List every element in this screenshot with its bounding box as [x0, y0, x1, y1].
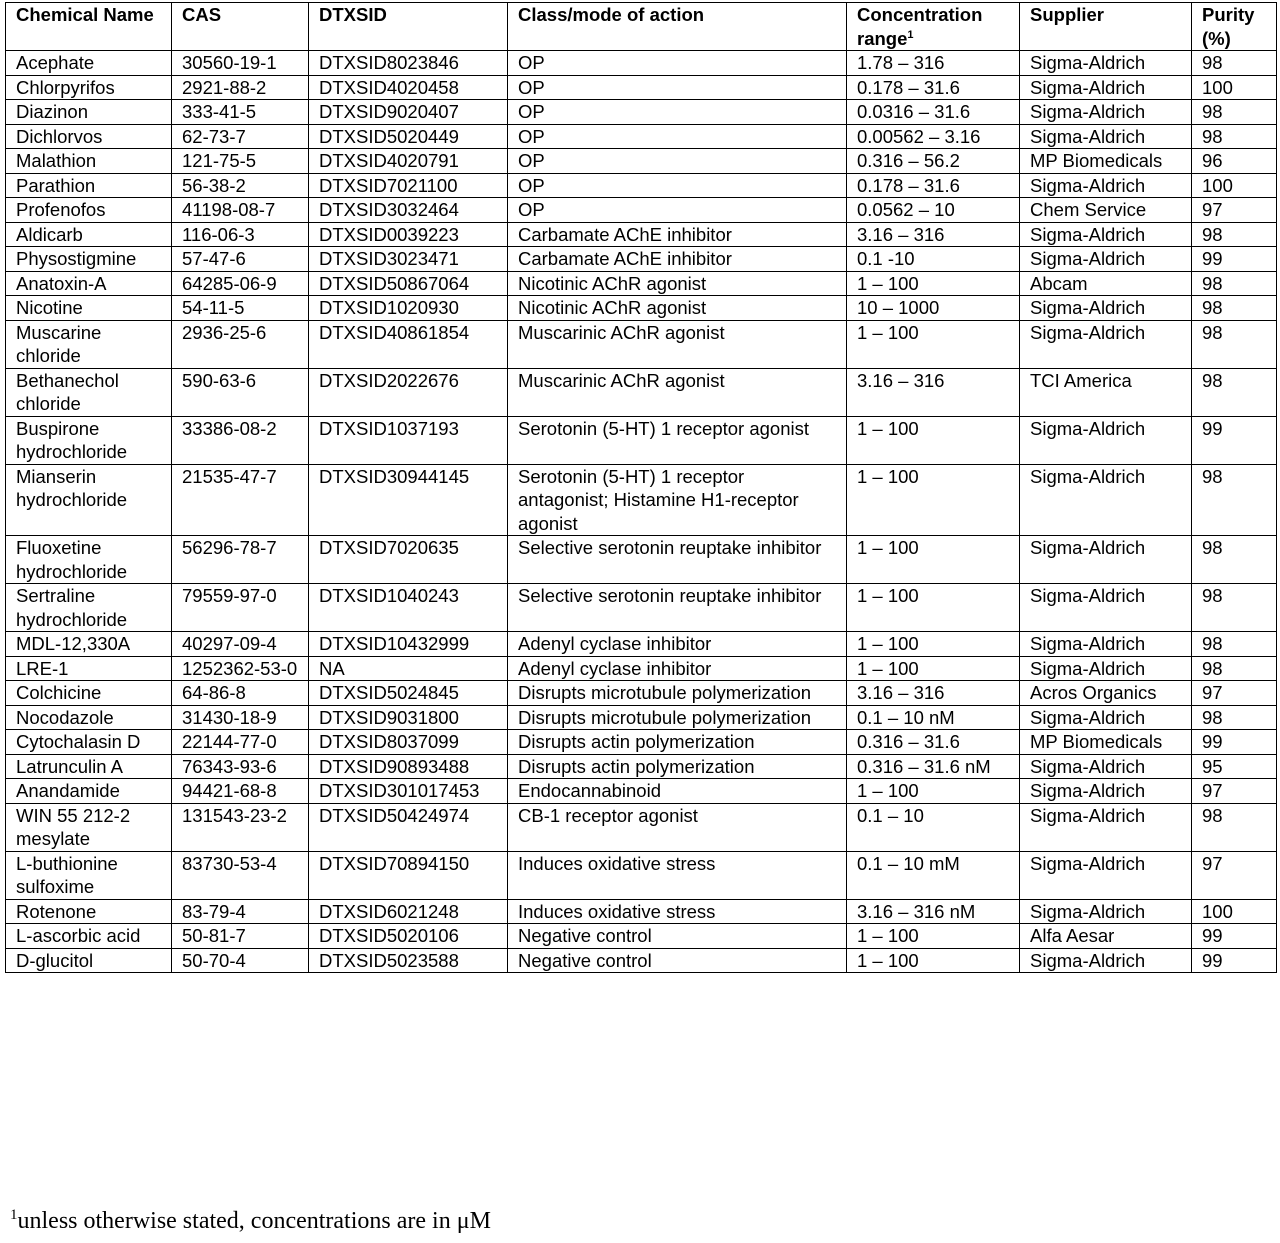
header-chemical-name: Chemical Name [6, 3, 172, 51]
cell-concentration: 1 – 100 [847, 536, 1020, 584]
cell-purity: 95 [1192, 754, 1277, 779]
table-row [6, 368, 1277, 416]
cell-cas: 57-47-6 [172, 247, 309, 272]
cell-chemical-name: MDL-12,330A [6, 632, 172, 657]
cell-dtxsid: DTXSID4020791 [309, 149, 508, 174]
cell-cas: 30560-19-1 [172, 51, 309, 76]
cell-supplier: Sigma-Aldrich [1020, 320, 1192, 368]
cell-chemical-name: Nocodazole [6, 705, 172, 730]
table-row [6, 149, 1277, 174]
cell-concentration: 1 – 100 [847, 464, 1020, 536]
cell-concentration: 0.1 -10 [847, 247, 1020, 272]
cell-class-mode: Selective serotonin reuptake inhibitor [508, 584, 847, 632]
cell-supplier: Alfa Aesar [1020, 924, 1192, 949]
cell-chemical-name: Fluoxetine hydrochloride [6, 536, 172, 584]
cell-dtxsid: DTXSID1037193 [309, 416, 508, 464]
cell-chemical-name: Diazinon [6, 100, 172, 125]
cell-dtxsid: DTXSID8023846 [309, 51, 508, 76]
cell-chemical-name: Acephate [6, 51, 172, 76]
cell-dtxsid: DTXSID9020407 [309, 100, 508, 125]
cell-class-mode: Muscarinic AChR agonist [508, 368, 847, 416]
cell-chemical-name: Sertraline hydrochloride [6, 584, 172, 632]
table-row [6, 271, 1277, 296]
cell-concentration: 0.316 – 56.2 [847, 149, 1020, 174]
cell-concentration: 3.16 – 316 [847, 222, 1020, 247]
table-row [6, 247, 1277, 272]
table-row [6, 536, 1277, 584]
cell-dtxsid: DTXSID70894150 [309, 851, 508, 899]
cell-chemical-name: Muscarine chloride [6, 320, 172, 368]
cell-dtxsid: DTXSID50867064 [309, 271, 508, 296]
cell-purity: 97 [1192, 198, 1277, 223]
cell-class-mode: OP [508, 100, 847, 125]
cell-chemical-name: Buspirone hydrochloride [6, 416, 172, 464]
cell-purity: 97 [1192, 851, 1277, 899]
cell-cas: 94421-68-8 [172, 779, 309, 804]
cell-concentration: 0.00562 – 3.16 [847, 124, 1020, 149]
cell-dtxsid: DTXSID5024845 [309, 681, 508, 706]
cell-purity: 98 [1192, 296, 1277, 321]
cell-supplier: Sigma-Aldrich [1020, 173, 1192, 198]
cell-cas: 83730-53-4 [172, 851, 309, 899]
header-concentration-label: Concentration range [857, 4, 983, 49]
cell-class-mode: Disrupts actin polymerization [508, 754, 847, 779]
cell-cas: 50-81-7 [172, 924, 309, 949]
cell-chemical-name: WIN 55 212-2 mesylate [6, 803, 172, 851]
cell-chemical-name: L-buthionine sulfoxime [6, 851, 172, 899]
table-row [6, 754, 1277, 779]
cell-concentration: 1 – 100 [847, 320, 1020, 368]
cell-concentration: 0.178 – 31.6 [847, 173, 1020, 198]
cell-purity: 98 [1192, 100, 1277, 125]
cell-purity: 99 [1192, 247, 1277, 272]
cell-supplier: MP Biomedicals [1020, 149, 1192, 174]
cell-class-mode: Negative control [508, 948, 847, 973]
cell-dtxsid: DTXSID1040243 [309, 584, 508, 632]
cell-supplier: Sigma-Aldrich [1020, 51, 1192, 76]
cell-chemical-name: Chlorpyrifos [6, 75, 172, 100]
cell-concentration: 1 – 100 [847, 271, 1020, 296]
cell-purity: 100 [1192, 899, 1277, 924]
table-row [6, 681, 1277, 706]
cell-chemical-name: Nicotine [6, 296, 172, 321]
cell-purity: 98 [1192, 536, 1277, 584]
cell-cas: 33386-08-2 [172, 416, 309, 464]
cell-purity: 98 [1192, 464, 1277, 536]
footnote [10, 1206, 491, 1236]
cell-cas: 131543-23-2 [172, 803, 309, 851]
table-row [6, 464, 1277, 536]
cell-supplier: Chem Service [1020, 198, 1192, 223]
cell-concentration: 3.16 – 316 [847, 681, 1020, 706]
cell-cas: 56296-78-7 [172, 536, 309, 584]
cell-purity: 97 [1192, 779, 1277, 804]
cell-class-mode: Carbamate AChE inhibitor [508, 222, 847, 247]
cell-purity: 98 [1192, 705, 1277, 730]
cell-cas: 83-79-4 [172, 899, 309, 924]
cell-class-mode: Disrupts microtubule polymerization [508, 681, 847, 706]
cell-supplier: Sigma-Aldrich [1020, 222, 1192, 247]
table-row [6, 899, 1277, 924]
cell-dtxsid: DTXSID2022676 [309, 368, 508, 416]
cell-cas: 2921-88-2 [172, 75, 309, 100]
cell-class-mode: Adenyl cyclase inhibitor [508, 656, 847, 681]
cell-dtxsid: DTXSID1020930 [309, 296, 508, 321]
cell-chemical-name: Aldicarb [6, 222, 172, 247]
cell-purity: 98 [1192, 632, 1277, 657]
table-row [6, 222, 1277, 247]
cell-cas: 54-11-5 [172, 296, 309, 321]
cell-class-mode: Carbamate AChE inhibitor [508, 247, 847, 272]
cell-purity: 99 [1192, 730, 1277, 755]
table-header [6, 3, 1277, 51]
cell-class-mode: Muscarinic AChR agonist [508, 320, 847, 368]
table-body [6, 51, 1277, 973]
cell-purity: 98 [1192, 368, 1277, 416]
cell-concentration: 0.316 – 31.6 [847, 730, 1020, 755]
cell-supplier: TCI America [1020, 368, 1192, 416]
cell-dtxsid: DTXSID4020458 [309, 75, 508, 100]
cell-cas: 79559-97-0 [172, 584, 309, 632]
cell-dtxsid: DTXSID90893488 [309, 754, 508, 779]
cell-supplier: Sigma-Aldrich [1020, 899, 1192, 924]
header-row [6, 3, 1277, 51]
cell-dtxsid: DTXSID5020449 [309, 124, 508, 149]
cell-cas: 76343-93-6 [172, 754, 309, 779]
cell-cas: 333-41-5 [172, 100, 309, 125]
cell-cas: 22144-77-0 [172, 730, 309, 755]
cell-dtxsid: NA [309, 656, 508, 681]
cell-supplier: Sigma-Aldrich [1020, 75, 1192, 100]
cell-chemical-name: Bethanechol chloride [6, 368, 172, 416]
table-row [6, 124, 1277, 149]
cell-cas: 21535-47-7 [172, 464, 309, 536]
cell-dtxsid: DTXSID0039223 [309, 222, 508, 247]
cell-dtxsid: DTXSID301017453 [309, 779, 508, 804]
cell-class-mode: Serotonin (5-HT) 1 receptor agonist [508, 416, 847, 464]
cell-chemical-name: Parathion [6, 173, 172, 198]
cell-purity: 98 [1192, 584, 1277, 632]
cell-concentration: 10 – 1000 [847, 296, 1020, 321]
table-row [6, 730, 1277, 755]
cell-supplier: Sigma-Aldrich [1020, 416, 1192, 464]
cell-dtxsid: DTXSID9031800 [309, 705, 508, 730]
table-row [6, 584, 1277, 632]
cell-supplier: Sigma-Aldrich [1020, 100, 1192, 125]
chemicals-table [5, 2, 1277, 973]
table-row [6, 51, 1277, 76]
cell-dtxsid: DTXSID8037099 [309, 730, 508, 755]
table-row [6, 705, 1277, 730]
footnote-marker: 1 [10, 1207, 18, 1223]
cell-purity: 96 [1192, 149, 1277, 174]
cell-supplier: Sigma-Aldrich [1020, 779, 1192, 804]
cell-dtxsid: DTXSID5023588 [309, 948, 508, 973]
footnote-text: unless otherwise stated, concentrations are in μM [17, 1208, 491, 1234]
cell-supplier: Sigma-Aldrich [1020, 124, 1192, 149]
table-row [6, 924, 1277, 949]
cell-purity: 98 [1192, 271, 1277, 296]
cell-concentration: 1 – 100 [847, 779, 1020, 804]
cell-chemical-name: Cytochalasin D [6, 730, 172, 755]
cell-dtxsid: DTXSID6021248 [309, 899, 508, 924]
cell-supplier: Sigma-Aldrich [1020, 464, 1192, 536]
cell-chemical-name: Latrunculin A [6, 754, 172, 779]
cell-dtxsid: DTXSID40861854 [309, 320, 508, 368]
header-concentration-footnote-marker: 1 [907, 28, 914, 41]
cell-supplier: Sigma-Aldrich [1020, 296, 1192, 321]
cell-dtxsid: DTXSID3023471 [309, 247, 508, 272]
cell-supplier: Abcam [1020, 271, 1192, 296]
cell-supplier: Sigma-Aldrich [1020, 632, 1192, 657]
header-dtxsid: DTXSID [309, 3, 508, 51]
cell-purity: 97 [1192, 681, 1277, 706]
cell-dtxsid: DTXSID7021100 [309, 173, 508, 198]
cell-cas: 64-86-8 [172, 681, 309, 706]
cell-class-mode: Endocannabinoid [508, 779, 847, 804]
cell-class-mode: Induces oxidative stress [508, 851, 847, 899]
cell-concentration: 0.0562 – 10 [847, 198, 1020, 223]
cell-dtxsid: DTXSID7020635 [309, 536, 508, 584]
cell-chemical-name: Anandamide [6, 779, 172, 804]
cell-purity: 98 [1192, 222, 1277, 247]
cell-dtxsid: DTXSID5020106 [309, 924, 508, 949]
cell-class-mode: CB-1 receptor agonist [508, 803, 847, 851]
cell-class-mode: Nicotinic AChR agonist [508, 271, 847, 296]
cell-supplier: Sigma-Aldrich [1020, 536, 1192, 584]
cell-class-mode: Serotonin (5-HT) 1 receptor antagonist; Histamine H1-receptor agonist [508, 464, 847, 536]
cell-class-mode: Nicotinic AChR agonist [508, 296, 847, 321]
cell-concentration: 0.316 – 31.6 nM [847, 754, 1020, 779]
cell-supplier: Sigma-Aldrich [1020, 803, 1192, 851]
cell-dtxsid: DTXSID50424974 [309, 803, 508, 851]
cell-concentration: 0.1 – 10 nM [847, 705, 1020, 730]
header-supplier: Supplier [1020, 3, 1192, 51]
table-row [6, 296, 1277, 321]
cell-class-mode: Disrupts actin polymerization [508, 730, 847, 755]
header-cas: CAS [172, 3, 309, 51]
table-row [6, 803, 1277, 851]
cell-class-mode: OP [508, 198, 847, 223]
table-row [6, 779, 1277, 804]
cell-class-mode: OP [508, 173, 847, 198]
cell-cas: 1252362-53-0 [172, 656, 309, 681]
cell-supplier: Sigma-Aldrich [1020, 247, 1192, 272]
cell-cas: 56-38-2 [172, 173, 309, 198]
cell-chemical-name: L-ascorbic acid [6, 924, 172, 949]
table-row [6, 75, 1277, 100]
cell-concentration: 1 – 100 [847, 632, 1020, 657]
header-class-mode: Class/mode of action [508, 3, 847, 51]
table-row [6, 100, 1277, 125]
table-row [6, 948, 1277, 973]
cell-cas: 31430-18-9 [172, 705, 309, 730]
cell-concentration: 0.1 – 10 mM [847, 851, 1020, 899]
cell-class-mode: Disrupts microtubule polymerization [508, 705, 847, 730]
cell-dtxsid: DTXSID30944145 [309, 464, 508, 536]
cell-class-mode: OP [508, 51, 847, 76]
cell-class-mode: Selective serotonin reuptake inhibitor [508, 536, 847, 584]
cell-concentration: 0.178 – 31.6 [847, 75, 1020, 100]
cell-chemical-name: Profenofos [6, 198, 172, 223]
header-concentration [847, 3, 1020, 51]
cell-chemical-name: Colchicine [6, 681, 172, 706]
cell-concentration: 3.16 – 316 [847, 368, 1020, 416]
cell-chemical-name: Anatoxin-A [6, 271, 172, 296]
cell-cas: 2936-25-6 [172, 320, 309, 368]
cell-class-mode: Induces oxidative stress [508, 899, 847, 924]
cell-concentration: 1 – 100 [847, 656, 1020, 681]
table-row [6, 656, 1277, 681]
cell-dtxsid: DTXSID3032464 [309, 198, 508, 223]
table-row [6, 416, 1277, 464]
cell-purity: 100 [1192, 75, 1277, 100]
cell-supplier: Sigma-Aldrich [1020, 584, 1192, 632]
cell-chemical-name: Rotenone [6, 899, 172, 924]
cell-class-mode: Negative control [508, 924, 847, 949]
cell-supplier: Sigma-Aldrich [1020, 948, 1192, 973]
cell-supplier: MP Biomedicals [1020, 730, 1192, 755]
cell-purity: 98 [1192, 803, 1277, 851]
table-row [6, 851, 1277, 899]
cell-cas: 40297-09-4 [172, 632, 309, 657]
cell-class-mode: OP [508, 149, 847, 174]
cell-supplier: Sigma-Aldrich [1020, 705, 1192, 730]
cell-purity: 98 [1192, 51, 1277, 76]
cell-cas: 41198-08-7 [172, 198, 309, 223]
cell-purity: 98 [1192, 124, 1277, 149]
cell-dtxsid: DTXSID10432999 [309, 632, 508, 657]
cell-supplier: Sigma-Aldrich [1020, 656, 1192, 681]
table-row [6, 173, 1277, 198]
cell-concentration: 3.16 – 316 nM [847, 899, 1020, 924]
cell-purity: 99 [1192, 416, 1277, 464]
cell-concentration: 0.0316 – 31.6 [847, 100, 1020, 125]
cell-chemical-name: Dichlorvos [6, 124, 172, 149]
cell-cas: 50-70-4 [172, 948, 309, 973]
table-row [6, 320, 1277, 368]
cell-cas: 590-63-6 [172, 368, 309, 416]
cell-class-mode: OP [508, 75, 847, 100]
cell-concentration: 1 – 100 [847, 948, 1020, 973]
cell-purity: 100 [1192, 173, 1277, 198]
header-purity: Purity (%) [1192, 3, 1277, 51]
cell-chemical-name: Mianserin hydrochloride [6, 464, 172, 536]
table-row [6, 198, 1277, 223]
cell-cas: 62-73-7 [172, 124, 309, 149]
cell-concentration: 1.78 – 316 [847, 51, 1020, 76]
cell-supplier: Sigma-Aldrich [1020, 851, 1192, 899]
cell-purity: 98 [1192, 656, 1277, 681]
cell-concentration: 1 – 100 [847, 584, 1020, 632]
cell-chemical-name: LRE-1 [6, 656, 172, 681]
cell-chemical-name: Malathion [6, 149, 172, 174]
table-row [6, 632, 1277, 657]
cell-concentration: 0.1 – 10 [847, 803, 1020, 851]
cell-chemical-name: Physostigmine [6, 247, 172, 272]
cell-concentration: 1 – 100 [847, 924, 1020, 949]
cell-cas: 116-06-3 [172, 222, 309, 247]
cell-supplier: Sigma-Aldrich [1020, 754, 1192, 779]
cell-cas: 64285-06-9 [172, 271, 309, 296]
cell-chemical-name: D-glucitol [6, 948, 172, 973]
cell-supplier: Acros Organics [1020, 681, 1192, 706]
cell-class-mode: Adenyl cyclase inhibitor [508, 632, 847, 657]
cell-purity: 99 [1192, 924, 1277, 949]
cell-class-mode: OP [508, 124, 847, 149]
cell-cas: 121-75-5 [172, 149, 309, 174]
cell-purity: 99 [1192, 948, 1277, 973]
cell-concentration: 1 – 100 [847, 416, 1020, 464]
cell-purity: 98 [1192, 320, 1277, 368]
